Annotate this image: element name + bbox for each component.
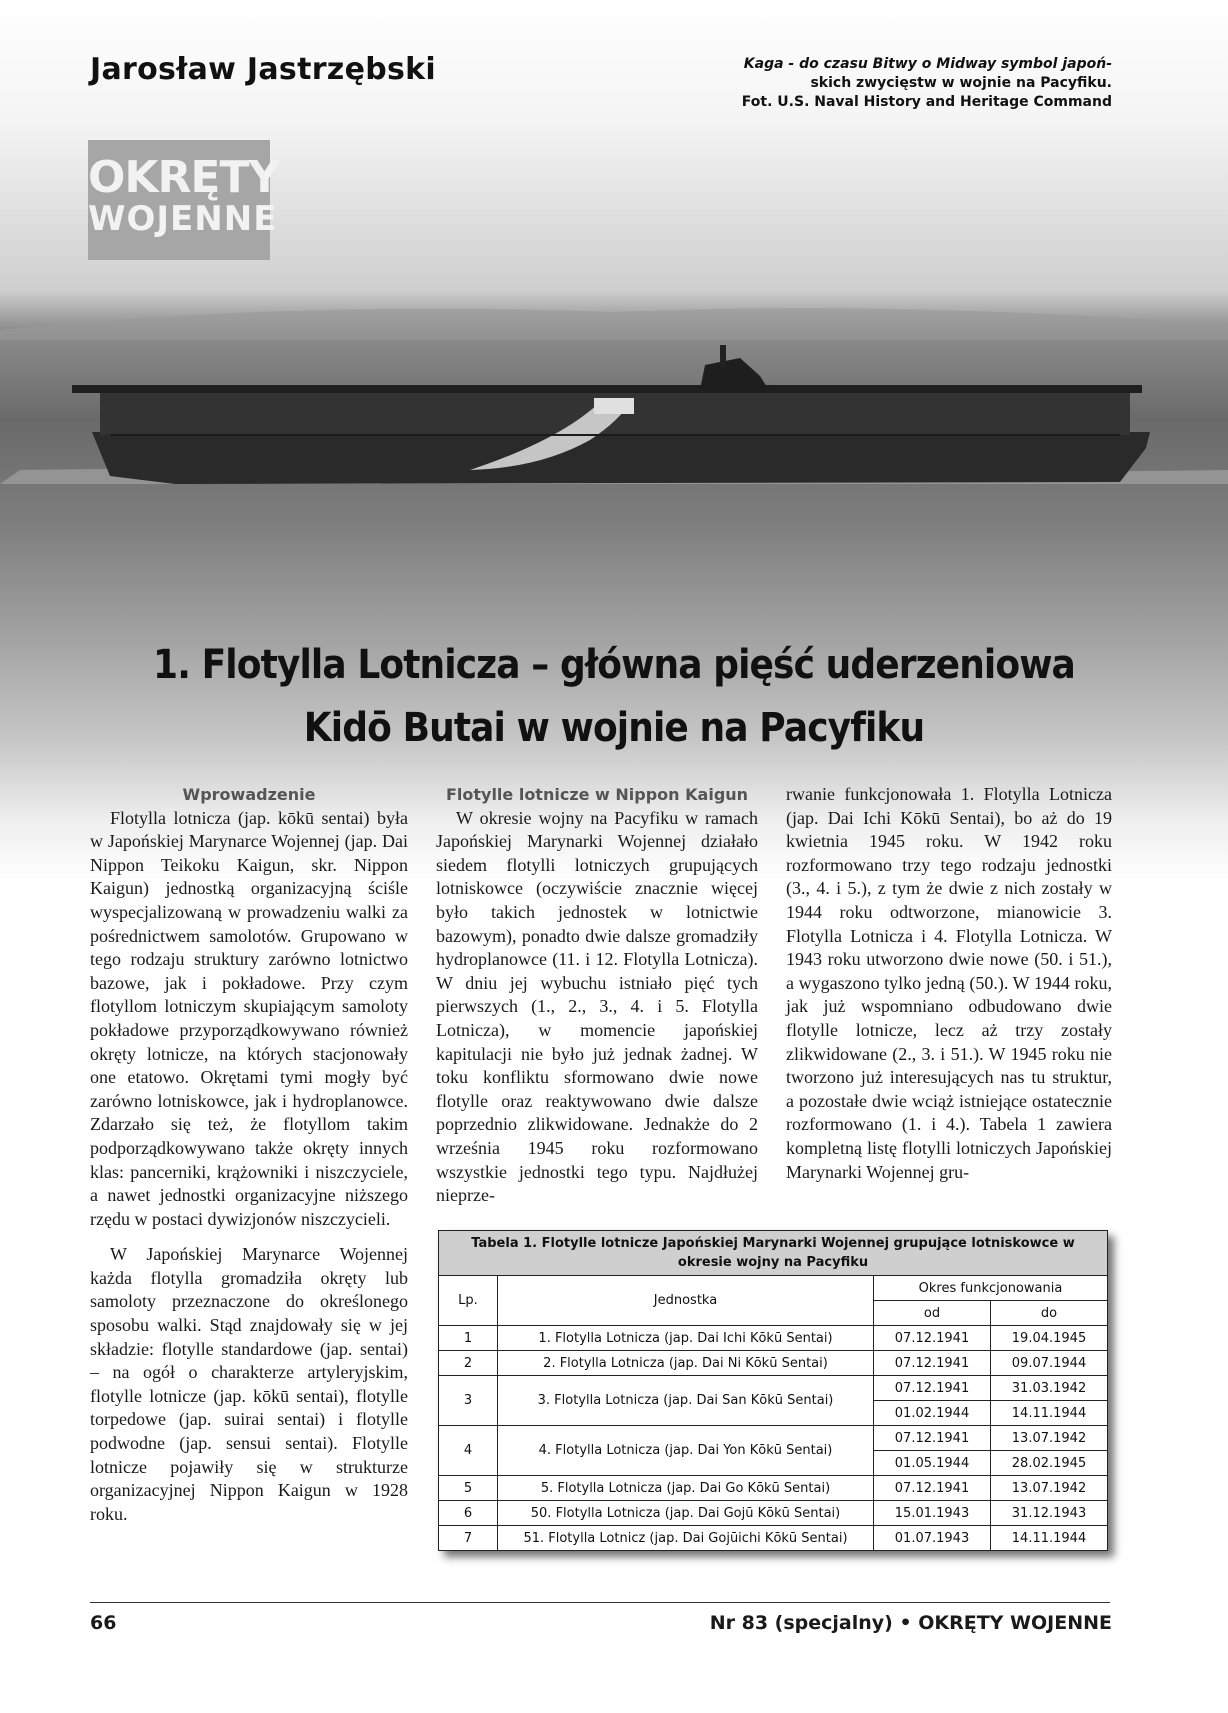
header-from: od (874, 1301, 991, 1326)
cell-from: 07.12.1941 (874, 1376, 991, 1401)
caption-line: Fot. U.S. Naval History and Heritage Command (741, 94, 1112, 110)
magazine-logo (88, 140, 280, 260)
cell-lp: 7 (439, 1526, 498, 1551)
cell-to: 14.11.1944 (991, 1526, 1108, 1551)
caption-line: Kaga - do czasu Bitwy o Midway symbol japoń- (743, 56, 1112, 72)
cell-to: 13.07.1942 (991, 1426, 1108, 1451)
cell-from: 01.02.1944 (874, 1401, 991, 1426)
table-row (439, 1476, 1108, 1501)
cell-unit: 5. Flotylla Lotnicza (jap. Dai Go Kōkū Sentai) (498, 1476, 874, 1501)
cell-from: 07.12.1941 (874, 1476, 991, 1501)
flotillas-table (438, 1230, 1108, 1551)
text-column-3 (786, 783, 1112, 1184)
header-to: do (991, 1301, 1108, 1326)
cell-to: 09.07.1944 (991, 1351, 1108, 1376)
table-row (439, 1426, 1108, 1451)
cell-unit: 2. Flotylla Lotnicza (jap. Dai Ni Kōkū Sentai) (498, 1351, 874, 1376)
table-row (439, 1376, 1108, 1401)
paragraph: rwanie funkcjonowała 1. Flotylla Lotnicza (jap. Dai Ichi Kōkū Sentai), bo aż do 19 kwietnia 1945 roku. W 1942 roku rozformowano trzy tego rodzaju jednostki (3., 4. i 5.), z tym że dwie z nich zostały w 1944 roku odtworzone, mianowicie 3. Flotylla Lotnicza i 4. Flotylla Lotnicza. W 1943 roku utworzono dwie nowe (50. i 51.), a wygaszono tylko jedną (50.). W 1944 roku, jak już wspomniano odbudowano dwie flotylle lotnicze, lecz aż trzy zostały zlikwidowane (2., 3. i 51.). W 1945 roku nie tworzono już interesujących nas tu struktur, a pozostałe dwie wciąż istniejące ostatecznie rozformowano (1. i 4.). Tabela 1 zawiera kompletną listę flotylli lotniczych Japońskiej Marynarki Wojennej gru- (786, 784, 1112, 1182)
logo-line2: WOJENNE (88, 199, 278, 239)
cell-from: 07.12.1941 (874, 1426, 991, 1451)
cell-to: 31.03.1942 (991, 1376, 1108, 1401)
cell-lp: 1 (439, 1326, 498, 1351)
cell-lp: 2 (439, 1351, 498, 1376)
header-period: Okres funkcjonowania (874, 1276, 1108, 1301)
paragraph: Flotylla lotnicza (jap. kōkū sentai) była w Japońskiej Marynarce Wojennej (jap. Dai Nippon Teikoku Kaigun, skr. Nippon Kaigun) jednostką organizacyjną ściśle wyspecjalizowaną w prowadzeniu walki za pośrednictwem samolotów. Grupowano w tego rodzaju struktury zarówno lotnictwo bazowe, jak i pokładowe. Przy czym flotyllom lotniczym skupiającym samoloty pokładowe przyporządkowywano również okręty lotnicze, na których stacjonowały one etatowo. Okrętami tymi mogły być zarówno lotniskowce, jak i hydroplanowce. Zdarzało się też, że flotyllom takim podporządkowywano także okręty innych klas: pancerniki, krążowniki i niszczyciele, a nawet jednostki organizacyjne niższego rzędu w postaci dywizjonów niszczycieli. (90, 807, 408, 1229)
paragraph: W okresie wojny na Pacyfiku w ramach Japońskiej Marynarki Wojennej działało siedem flotylli lotniczych grupujących lotniskowce (oczywiście znacznie więcej było takich jednostek w lotnictwie bazowym), ponadto dwie dalsze gromadziły hydroplanowce (11. i 12. Flotylla Lotnicza). W dniu jej wybuchu istniało pięć tych pierwszych (1., 2., 3., 4. i 5. Flotylla Lotnicza), w momencie japońskiej kapitulacji nie było już jednak żadnej. W toku konfliktu sformowano dwie nowe flotylle oraz reaktywowano dwie dalsze poprzednio zlikwidowane. Jednakże do 2 września 1945 roku rozformowano wszystkie jednostki tego typu. Najdłużej nieprze- (436, 807, 758, 1206)
cell-from: 01.07.1943 (874, 1526, 991, 1551)
header-unit: Jednostka (498, 1276, 874, 1326)
author-name: Jarosław Jastrzębski (90, 52, 436, 87)
cell-lp: 4 (439, 1426, 498, 1476)
cell-to: 14.11.1944 (991, 1401, 1108, 1426)
table-row (439, 1351, 1108, 1376)
table-caption: Tabela 1. Flotylle lotnicze Japońskiej Marynarki Wojennej grupujące lotniskowce w okresie wojny na Pacyfiku (439, 1231, 1108, 1276)
cell-lp: 6 (439, 1501, 498, 1526)
cell-unit: 4. Flotylla Lotnicza (jap. Dai Yon Kōkū Sentai) (498, 1426, 874, 1476)
article-title-line2: Kidō Butai w wojnie na Pacyfiku (303, 705, 925, 751)
cell-unit: 51. Flotylla Lotnicz (jap. Dai Gojūichi Kōkū Sentai) (498, 1526, 874, 1551)
cell-to: 28.02.1945 (991, 1451, 1108, 1476)
logo-line1: OKRĘTY (88, 152, 280, 203)
issue-label: Nr 83 (specjalny) • OKRĘTY WOJENNE (709, 1612, 1112, 1634)
cell-from: 01.05.1944 (874, 1451, 991, 1476)
text-column-1 (90, 783, 408, 1526)
table-row (439, 1526, 1108, 1551)
paragraph: W Japońskiej Marynarce Wojennej każda flotylla gromadziła okręty lub samoloty przeznaczone do określonego sposobu walki. Stąd znajdowały się w jej składzie: flotylle standardowe (jap. sentai) – na ogół o charakterze artyleryjskim, flotylle lotnicze (jap. kōkū sentai), flotylle torpedowe (jap. suirai sentai) i flotylle podwodne (jap. sensui sentai). Flotylle lotnicze pojawiły się w strukturze organizacyjnej Nippon Kaigun w 1928 roku. (90, 1244, 408, 1524)
table-row (439, 1501, 1108, 1526)
photo-caption (692, 55, 1112, 112)
cell-to: 13.07.1942 (991, 1476, 1108, 1501)
cell-unit: 3. Flotylla Lotnicza (jap. Dai San Kōkū Sentai) (498, 1376, 874, 1426)
footer-divider (90, 1602, 1110, 1603)
cell-to: 19.04.1945 (991, 1326, 1108, 1351)
page-number: 66 (90, 1612, 117, 1634)
table-1 (438, 1230, 1108, 1551)
cell-lp: 3 (439, 1376, 498, 1426)
table-row (439, 1326, 1108, 1351)
cell-from: 07.12.1941 (874, 1351, 991, 1376)
article-title-line1: 1. Flotylla Lotnicza – główna pięść uderzeniowa (153, 642, 1075, 688)
cell-to: 31.12.1943 (991, 1501, 1108, 1526)
caption-line: skich zwycięstw w wojnie na Pacyfiku. (810, 75, 1112, 91)
header-lp: Lp. (439, 1276, 498, 1326)
cell-from: 15.01.1943 (874, 1501, 991, 1526)
section-heading: Flotylle lotnicze w Nippon Kaigun (445, 785, 749, 804)
text-column-2 (436, 783, 758, 1208)
cell-from: 07.12.1941 (874, 1326, 991, 1351)
cell-unit: 50. Flotylla Lotnicza (jap. Dai Gojū Kōkū Sentai) (498, 1501, 874, 1526)
cell-unit: 1. Flotylla Lotnicza (jap. Dai Ichi Kōkū Sentai) (498, 1326, 874, 1351)
section-heading: Wprowadzenie (182, 785, 316, 804)
cell-lp: 5 (439, 1476, 498, 1501)
